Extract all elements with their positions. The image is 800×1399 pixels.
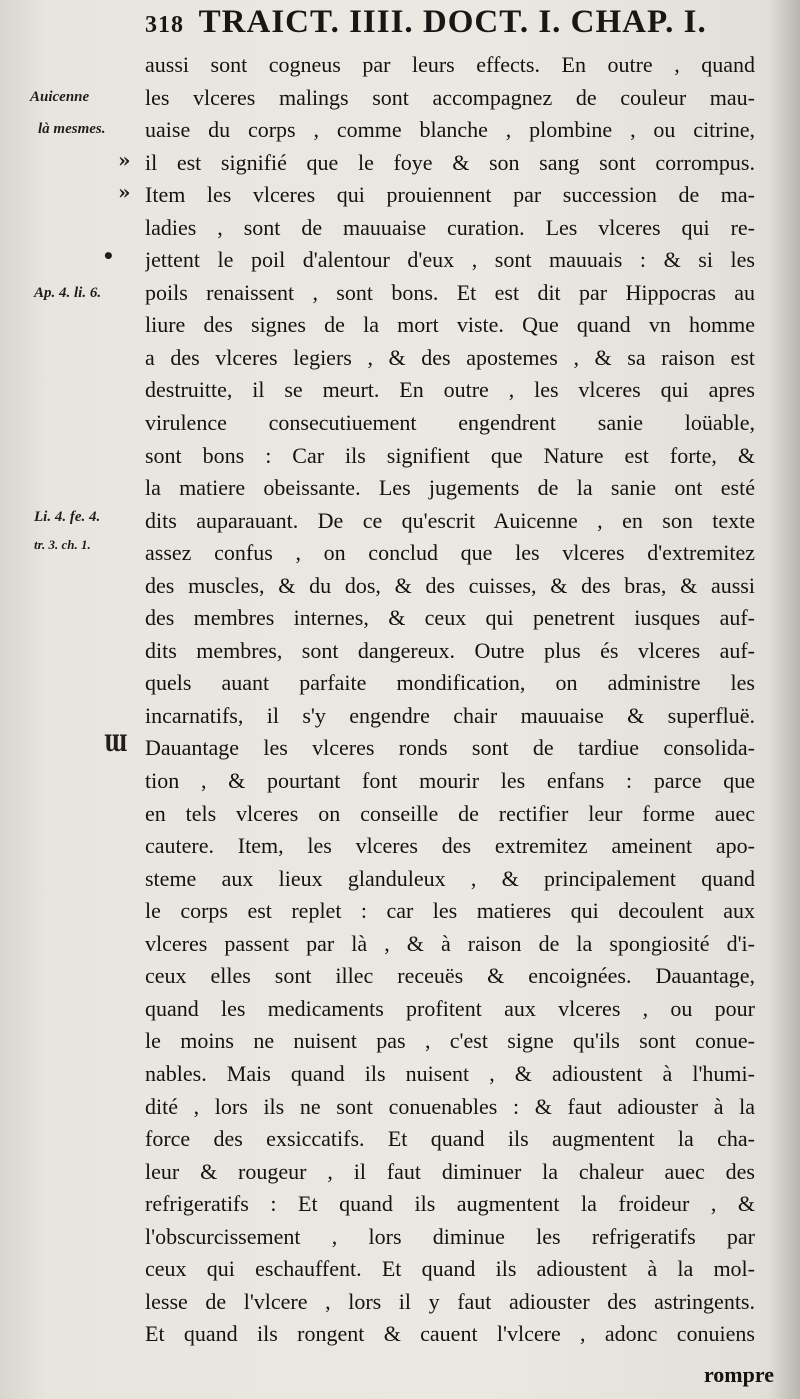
text-line: aussi sont cogneus par leurs effects. En outre , quand: [145, 52, 755, 77]
quote-mark-2: »: [118, 180, 131, 204]
text-line: ceux qui eschauffent. Et quand ils adioustent à la mol-: [145, 1256, 755, 1282]
text-body: [145, 49, 755, 1351]
running-header: [145, 4, 765, 44]
text-line: assez confus , on conclud que les vlceres d'extremitez: [145, 540, 755, 566]
text-line: dité , lors ils ne sont conuenables : & faut adiouster à la: [145, 1093, 755, 1119]
margin-note-ap: Ap. 4. li. 6.: [34, 285, 102, 301]
text-line: en tels vlceres on conseille de rectifier leur forme auec: [145, 800, 755, 826]
text-line: quand les medicaments profitent aux vlceres , ou pour: [145, 995, 755, 1021]
text-line: vlceres passent par là , & à raison de la spongiosité d'i-: [145, 930, 755, 956]
margin-note-mesmes: là mesmes.: [38, 121, 106, 137]
text-line: dits auparauant. De ce qu'escrit Auicenne , en son texte: [145, 507, 755, 533]
text-line: sont bons : Car ils signifient que Nature est forte, &: [145, 442, 755, 468]
text-line: le moins ne nuisent pas , c'est signe qu'ils sont conue-: [145, 1028, 755, 1054]
text-line: uaise du corps , comme blanche , plombine , ou citrine,: [145, 117, 755, 143]
pilcrow-mark: Ɯ: [104, 731, 128, 757]
text-line: cautere. Item, les vlceres des extremitez ameinent apo-: [145, 833, 755, 859]
text-line: ceux elles sont illec receuës & encoignées. Dauantage,: [145, 963, 755, 989]
bullet-mark: •: [102, 244, 115, 268]
text-line: la matiere obeissante. Les jugements de la sanie ont esté: [145, 475, 755, 501]
text-line: nables. Mais quand ils nuisent , & adioustent à l'humi-: [145, 1060, 755, 1086]
text-line: steme aux lieux glanduleux , & principalement quand: [145, 865, 755, 891]
text-line: destruitte, il se meurt. En outre , les vlceres qui apres: [145, 377, 755, 403]
text-line: il est signifié que le foye & son sang sont corrompus.: [145, 149, 755, 175]
text-line: le corps est replet : car les matieres qui decoulent aux: [145, 898, 755, 924]
margin-note-li4: Li. 4. fe. 4.: [34, 509, 101, 525]
text-line: virulence consecutiuement engendrent sanie loüable,: [145, 410, 755, 436]
text-line: Et quand ils rongent & cauent l'vlcere , adonc conuiens: [145, 1321, 755, 1347]
text-line: dits membres, sont dangereux. Outre plus és vlceres auf-: [145, 637, 755, 663]
text-line: des muscles, & du dos, & des cuisses, & des bras, & aussi: [145, 572, 755, 598]
text-line: quels auant parfaite mondification, on administre les: [145, 670, 755, 696]
text-line: l'obscurcissement , lors diminue les refrigeratifs par: [145, 1223, 755, 1249]
quote-mark-1: »: [118, 148, 131, 172]
catchword: rompre: [703, 1362, 774, 1387]
page-number: 318: [145, 12, 184, 38]
margin-note-tr3: tr. 3. ch. 1.: [34, 537, 91, 552]
text-line: leur & rougeur , il faut diminuer la chaleur auec des: [145, 1158, 755, 1184]
text-line: liure des signes de la mort viste. Que quand vn homme: [145, 312, 755, 338]
text-line: a des vlceres legiers , & des apostemes , & sa raison est: [145, 344, 755, 370]
text-line: Dauantage les vlceres ronds sont de tardiue consolida-: [145, 735, 755, 761]
text-line: incarnatifs, il s'y engendre chair mauuaise & superfluë.: [145, 702, 755, 728]
text-line: poils renaissent , sont bons. Et est dit par Hippocras au: [145, 279, 755, 305]
text-line: Item les vlceres qui prouiennent par succession de ma-: [145, 182, 755, 208]
text-line: jettent le poil d'alentour d'eux , sont mauuais : & si les: [145, 247, 755, 273]
text-line: refrigeratifs : Et quand ils augmentent la froideur , &: [145, 1191, 755, 1217]
text-line: les vlceres malings sont accompagnez de couleur mau-: [145, 84, 755, 110]
text-line: lesse de l'vlcere , lors il y faut adiouster des astringents.: [145, 1288, 755, 1314]
text-line: ladies , sont de mauuaise curation. Les vlceres qui re-: [145, 214, 755, 240]
running-title: TRAICT. IIII. DOCT. I. CHAP. I.: [198, 4, 707, 40]
text-line: tion , & pourtant font mourir les enfans : parce que: [145, 768, 755, 794]
text-line: force des exsiccatifs. Et quand ils augmentent la cha-: [145, 1126, 755, 1152]
margin-note-auicenne: Auicenne: [30, 89, 90, 105]
text-line: des membres internes, & ceux qui penetrent iusques auf-: [145, 605, 755, 631]
